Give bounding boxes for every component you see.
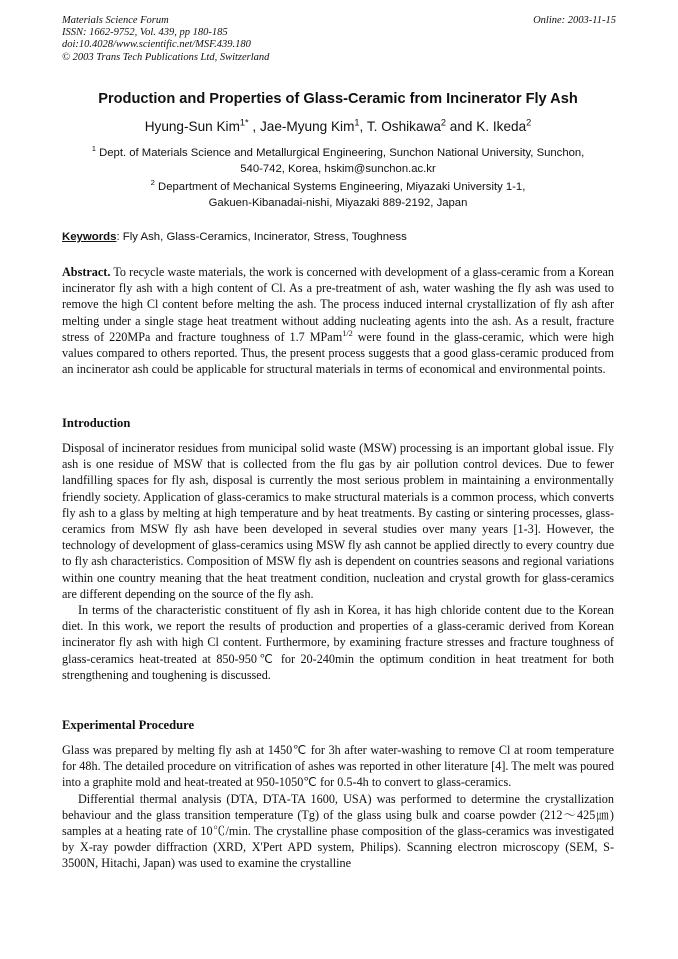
introduction-body <box>62 440 614 683</box>
copyright-line: © 2003 Trans Tech Publications Ltd, Switzerland <box>62 51 270 63</box>
abstract-label: Abstract. <box>62 265 111 279</box>
paragraph: Disposal of incinerator residues from municipal solid waste (MSW) processing is an important global issue. Fly ash is one residue of MSW that is collected from the flu gas by air pollution control devices. Due to fewer landfilling spaces for fly ash, disposal is currently the most serious problem in maintaining a environmentally friendly society. Application of glass-ceramics to make structural materials is a common process, which converts fly ash to a glass by melting at high temperature and by heat treatments. By casting or sintering processes, glass-ceramics from MSW fly ash have been developed in several studies over many years [1-3]. However, the technology of development of glass-ceramics using MSW fly ash cannot be applied directly to every country due to fly ash characteristics. Composition of MSW fly ash is dependent on countries seasons and regional variations within one country meaning that the heat treatment condition, nucleation and crystal growth for glass-ceramics are different depending on the source of the fly ash. <box>62 441 614 601</box>
abstract-text: To recycle waste materials, the work is concerned with development of a glass-ceramic from a Korean incinerator fly ash with a high content of Cl. As a pre-treatment of ash, water washing the fly ash was used to remove the high Cl content before melting the ash. The process induced internal crystallization of fly ash after melting under a single stage heat treatment without adding nucleating agents into the ash. As a result, fracture stress of 220MPa and fracture toughness of 1.7 MPam <box>62 265 614 344</box>
author-name: , Jae-Myung Kim <box>248 119 355 134</box>
affiliation-text: Dept. of Materials Science and Metallurgical Engineering, Sunchon National University, Sunchon, <box>95 147 585 159</box>
affiliation-line <box>62 145 614 161</box>
affiliation-mark: 1 <box>91 144 96 154</box>
affiliation-1 <box>62 145 614 177</box>
online-date: Online: 2003-11-15 <box>533 15 616 26</box>
experimental-heading: Experimental Procedure <box>62 718 195 732</box>
author-mark: 2 <box>526 117 532 128</box>
doi-line: doi:10.4028/www.scientific.net/MSF.439.180 <box>62 39 251 51</box>
affiliation-line: Gakuen-Kibanadai-nishi, Miyazaki 889-2192, Japan <box>208 197 468 209</box>
abstract-text-continued: were found in the glass-ceramic, which were high values compared to others reported. Thus, the present process suggests that a good glass-ceramic produced from an incinerator ash could be applicable for structural materials in terms of economical and environmental points. <box>62 329 614 377</box>
affiliation-line <box>62 179 614 195</box>
keywords-text: : Fly Ash, Glass-Ceramics, Incinerator, Stress, Toughness <box>116 231 407 243</box>
keywords-label: Keywords <box>62 231 117 243</box>
paper-title: Production and Properties of Glass-Ceramic from Incinerator Fly Ash <box>98 91 578 107</box>
journal-header <box>62 15 269 64</box>
affiliation-line: 540-742, Korea, hskim@sunchon.ac.kr <box>240 163 436 175</box>
journal-name: Materials Science Forum <box>62 15 169 26</box>
author-list <box>62 119 614 134</box>
unit-exponent: 1/2 <box>342 328 353 338</box>
introduction-heading: Introduction <box>62 416 131 430</box>
affiliation-text: Department of Mechanical Systems Engineering, Miyazaki University 1-1, <box>154 181 526 193</box>
author-mark: 1* <box>239 117 249 128</box>
paragraph: In terms of the characteristic constituent of fly ash in Korea, it has high chloride content due to the Korean diet. In this work, we report the results of production and properties of a glass-ceramic derived from Korean incinerator fly ash with high Cl content. Furthermore, by examining fracture stresses and fracture toughness of glass-ceramics heat-treated at 850-950℃ for 20-240min the optimum condition in heat treatment for both strengthening and toughening is discussed. <box>62 603 614 682</box>
abstract <box>62 264 614 377</box>
experimental-body <box>62 742 614 872</box>
affiliation-mark: 2 <box>150 178 155 188</box>
paragraph: Glass was prepared by melting fly ash at 1450℃ for 3h after water-washing to remove Cl at room temperature for 48h. The detailed procedure on vitrification of ashes was reported in other literature [4]. The melt was poured into a graphite mold and heat-treated at 950-1050℃ for 0.5-4h to convert to glass-ceramics. <box>62 743 614 790</box>
author-mark: 2 <box>440 117 447 128</box>
author-name: and K. Ikeda <box>446 119 527 134</box>
issn-line: ISSN: 1662-9752, Vol. 439, pp 180-185 <box>62 27 228 39</box>
paragraph: Differential thermal analysis (DTA, DTA-TA 1600, USA) was performed to determine the crystallization behaviour and the glass transition temperature (Tg) of the glass using bulk and coarse powder (212～425㎛) samples at a heating rate of 10℃/min. The crystalline phase composition of the glass-ceramics was investigated by X-ray powder diffraction (XRD, X'Pert APD system, Philips). Scanning electron microscopy (SEM, S-3500N, Hitachi, Japan) was used to examine the crystalline <box>62 791 614 871</box>
author-name: , T. Oshikawa <box>359 119 441 134</box>
affiliation-2 <box>62 179 614 211</box>
keywords <box>62 231 614 243</box>
author-mark: 1 <box>354 117 360 128</box>
author-name: Hyung-Sun Kim <box>144 119 240 134</box>
